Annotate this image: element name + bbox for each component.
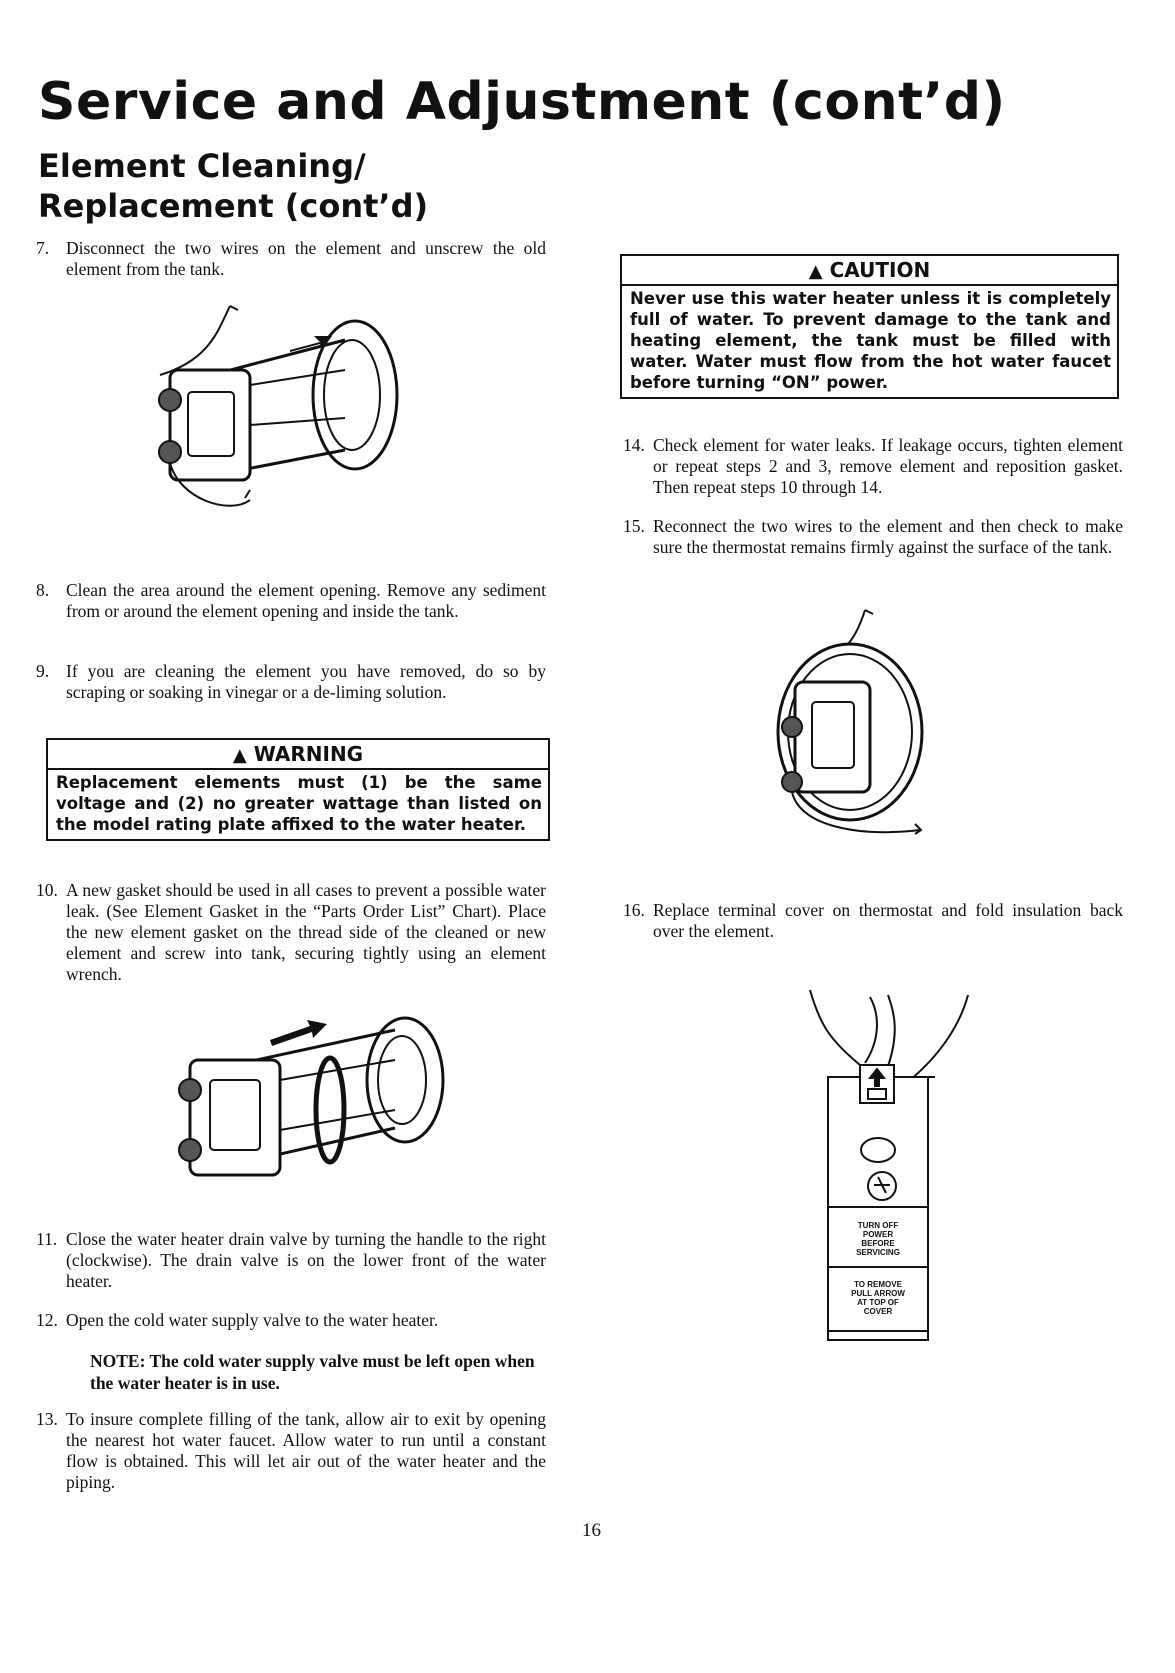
caution-title: CAUTION bbox=[829, 258, 931, 282]
note-text: NOTE: The cold water supply valve must be left open when the water heater is in use. bbox=[90, 1351, 535, 1393]
installed-element-illustration bbox=[770, 602, 940, 852]
step-number: 13. bbox=[36, 1409, 58, 1429]
step-text: Disconnect the two wires on the element and unscrew the old element from the tank. bbox=[66, 238, 546, 279]
step-text: Reconnect the two wires to the element and then check to make sure the thermostat remains firmly against the surface of the tank. bbox=[653, 516, 1123, 557]
step-text: Check element for water leaks. If leakage occurs, tighten element or repeat steps 2 and 3, remove element and reposition gasket. Then repeat steps 10 through 14. bbox=[653, 435, 1123, 497]
step-number: 10. bbox=[36, 880, 58, 900]
step-text: Open the cold water supply valve to the water heater. bbox=[66, 1310, 439, 1330]
step-text: Replace terminal cover on thermostat and fold insulation back over the element. bbox=[653, 900, 1123, 941]
step-text: A new gasket should be used in all cases to prevent a possible water leak. (See Element Gasket in the “Parts Order List” Chart). Place the new element gasket on the thread side of the cleaned or new element and screw into tank, securing tightly using an element wrench. bbox=[66, 880, 546, 984]
step-7 bbox=[36, 238, 546, 280]
subtitle-line-1: Element Cleaning/ bbox=[38, 147, 366, 185]
cover-label-line-4: SERVICING bbox=[856, 1248, 900, 1257]
step-number: 9. bbox=[36, 661, 50, 681]
caution-box bbox=[620, 254, 1119, 399]
caution-heading bbox=[622, 256, 1117, 286]
step-number: 14. bbox=[623, 435, 645, 455]
element-gasket-illustration bbox=[170, 1010, 460, 1200]
warning-box bbox=[46, 738, 550, 841]
step-8 bbox=[36, 580, 546, 622]
step-number: 7. bbox=[36, 238, 50, 258]
step-12 bbox=[36, 1310, 546, 1331]
step-13 bbox=[36, 1409, 546, 1493]
step-11 bbox=[36, 1229, 546, 1292]
cover-label-line-8: COVER bbox=[863, 1307, 893, 1316]
step-text: Clean the area around the element opening. Remove any sediment from or around the element opening and inside the tank. bbox=[66, 580, 546, 621]
step-number: 12. bbox=[36, 1310, 58, 1330]
section-subtitle bbox=[38, 146, 428, 226]
warning-text: Replacement elements must (1) be the same voltage and (2) no greater wattage than listed on the model rating plate affixed to the water heater. bbox=[56, 773, 542, 834]
warning-heading bbox=[48, 740, 548, 770]
page-title: Service and Adjustment (cont’d) bbox=[38, 72, 1006, 132]
terminal-cover-illustration bbox=[800, 985, 970, 1355]
step-number: 15. bbox=[623, 516, 645, 536]
step-text: If you are cleaning the element you have removed, do so by scraping or soaking in vinegar or a de-liming solution. bbox=[66, 661, 546, 702]
cover-label-line-5: TO REMOVE bbox=[854, 1280, 902, 1289]
step-16 bbox=[623, 900, 1123, 942]
step-number: 16. bbox=[623, 900, 645, 920]
caution-text: Never use this water heater unless it is completely full of water. To prevent damage to the tank and heating element, the tank must be filled with water. Water must flow from the hot water faucet before turning “ON” power. bbox=[630, 289, 1111, 392]
cover-label-line-3: BEFORE bbox=[861, 1239, 895, 1248]
subtitle-line-2: Replacement (cont’d) bbox=[38, 187, 429, 225]
step-number: 11. bbox=[36, 1229, 58, 1249]
direction-arrow-icon bbox=[270, 1020, 327, 1046]
step-9 bbox=[36, 661, 546, 703]
warning-triangle-icon: ▲ bbox=[232, 745, 247, 766]
step-text: To insure complete filling of the tank, allow air to exit by opening the nearest hot water faucet. Allow water to run until a constant flow is obtained. This will let air out of the water heater and the piping. bbox=[66, 1409, 546, 1492]
cover-label-line-2: POWER bbox=[862, 1230, 894, 1239]
cover-label-line-1: TURN OFF bbox=[857, 1221, 899, 1230]
element-removal-illustration bbox=[140, 300, 440, 545]
warning-title: WARNING bbox=[253, 742, 364, 766]
step-number: 8. bbox=[36, 580, 50, 600]
step-14 bbox=[623, 435, 1123, 498]
cover-label-line-6: PULL ARROW bbox=[851, 1289, 905, 1298]
step-15 bbox=[623, 516, 1123, 558]
caution-triangle-icon: ▲ bbox=[808, 261, 823, 282]
step-10 bbox=[36, 880, 546, 985]
cover-label-line-7: AT TOP OF bbox=[857, 1298, 899, 1307]
page-number: 16 bbox=[582, 1520, 601, 1541]
step-text: Close the water heater drain valve by turning the handle to the right (clockwise). The drain valve is on the lower front of the water heater. bbox=[66, 1229, 546, 1291]
